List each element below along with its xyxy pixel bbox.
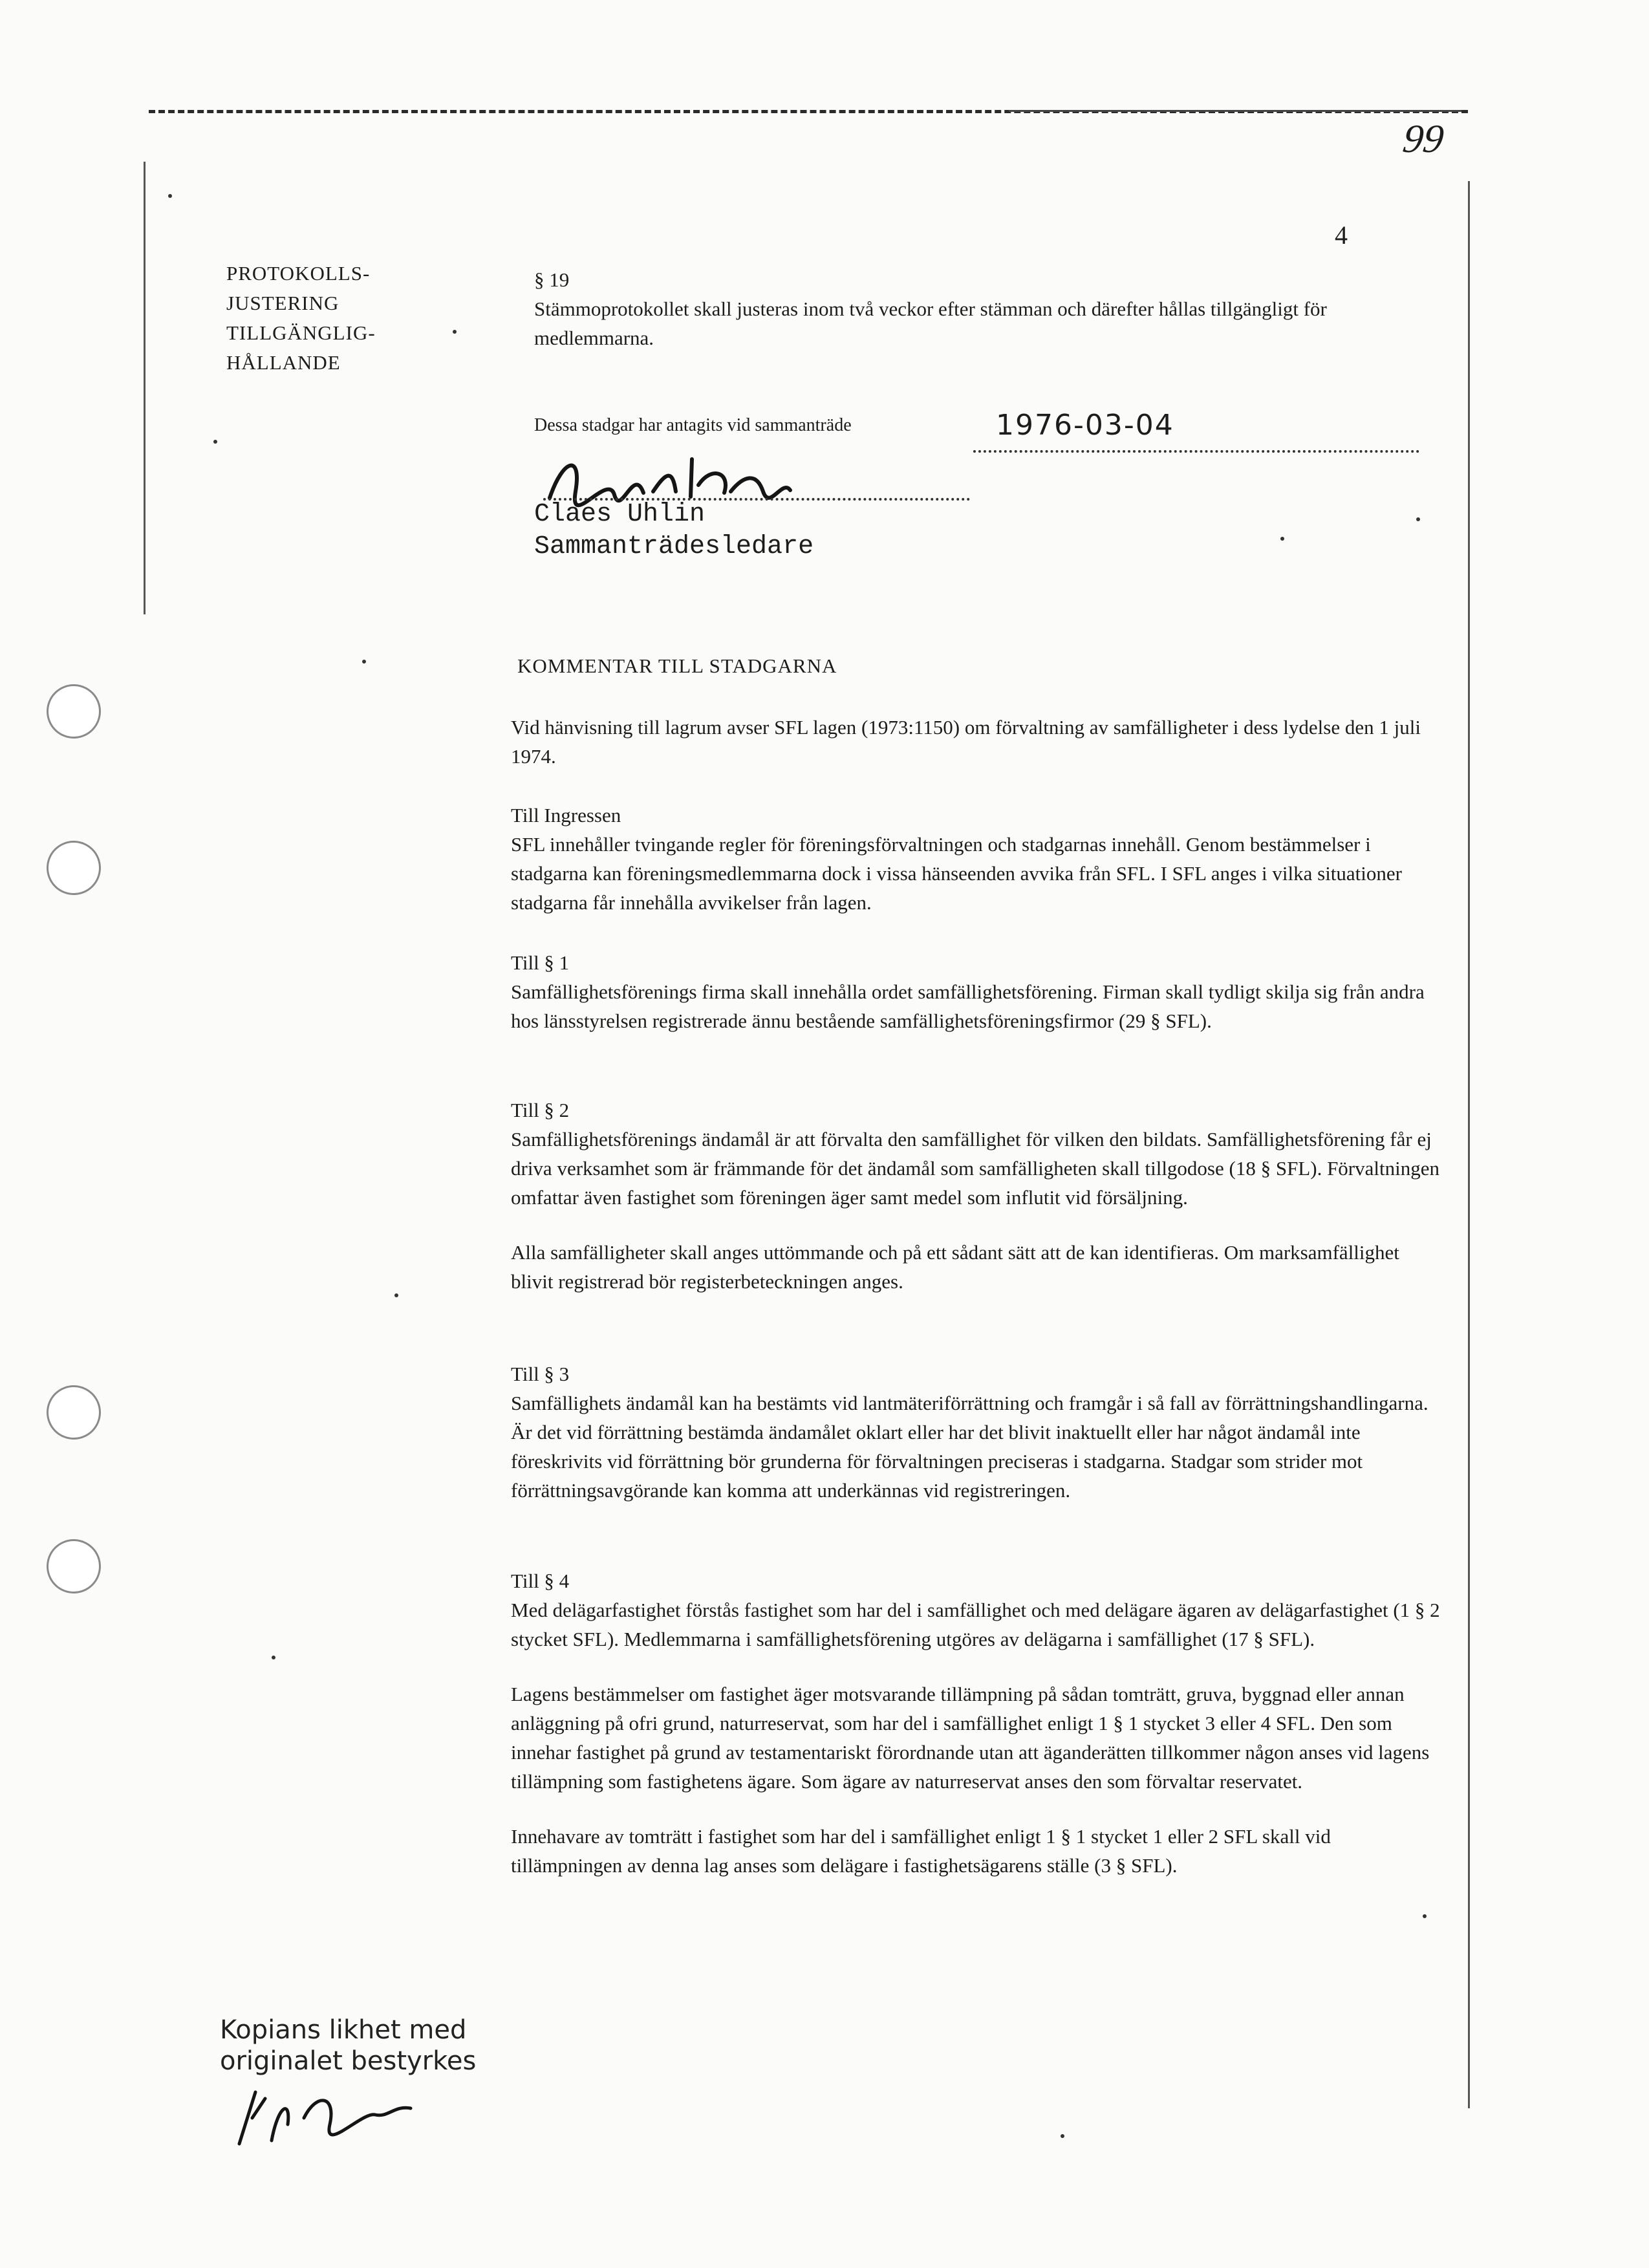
scan-speck [453, 330, 457, 334]
margin-heading-line: TILLGÄNGLIG- [226, 321, 376, 344]
section-title: Till § 2 [511, 1099, 570, 1121]
signature-text [532, 446, 535, 447]
scan-speck [272, 1656, 275, 1659]
section-ingressen [511, 801, 1445, 917]
signatory-name: Claes Uhlin [534, 500, 706, 529]
section-title: Till § 3 [511, 1363, 570, 1385]
section-19-title: § 19 [534, 268, 570, 291]
section-till-1 [511, 948, 1445, 1035]
section-19 [534, 265, 1439, 352]
certification-line: originalet bestyrkes [220, 2046, 477, 2076]
adoption-label: Dessa stadgar har antagits vid sammanträde [534, 415, 852, 435]
left-margin-rule [144, 162, 146, 614]
certification-stamp [220, 2014, 476, 2077]
scan-speck [1061, 2134, 1064, 2138]
commentary-intro-text: Vid hänvisning till lagrum avser SFL lagen (1973:1150) om förvaltning av samfälligheter i dess lydelse den 1 juli 1974. [511, 716, 1421, 768]
scan-speck [362, 660, 366, 664]
top-rule-solid [1009, 110, 1461, 112]
adoption-date: 1976-03-04 [996, 409, 1174, 442]
section-paragraph: Samfällighetsförenings ändamål är att förvalta den samfällighet för vilken den bildats. Samfällighetsförening får ej driva verksamhet som är främmande för det ändamål som samfälligheten skall tillgodose (18 § SFL). Förvaltningen omfattar även fastighet som föreningen äger samt medel som influtit vid försäljning. [511, 1128, 1439, 1209]
section-till-4 [511, 1566, 1445, 1880]
scan-speck [1416, 517, 1420, 521]
punch-hole [47, 684, 101, 739]
punch-hole [47, 1385, 101, 1440]
section-title: Till § 4 [511, 1570, 570, 1592]
punch-hole [47, 841, 101, 895]
commentary-title: KOMMENTAR TILL STADGARNA [517, 654, 837, 677]
margin-heading-line: HÅLLANDE [226, 351, 341, 374]
scan-speck [168, 194, 172, 198]
corner-mark: 4 [1335, 221, 1348, 250]
section-paragraph: Med delägarfastighet förstås fastighet som har del i samfällighet och med delägare ägaren av delägarfastighet (1 § 2 stycket SFL). Medlemmarna i samfällighetsförening utgöres av delägarna i samfällighet (17 § SFL). [511, 1599, 1440, 1650]
section-paragraph: SFL innehåller tvingande regler för föreningsförvaltningen och stadgarnas innehåll. Genom bestämmelser i stadgarna kan föreningsmedlemmarna dock i vissa hänseenden avvika från SFL. I SFL anges i vilka situationer stadgarna får innehålla avvikelser från lagen. [511, 833, 1402, 914]
margin-heading-line: JUSTERING [226, 292, 339, 314]
section-till-2 [511, 1096, 1445, 1296]
section-paragraph: Samfällighets ändamål kan ha bestämts vid lantmäteriförrättning och framgår i så fall av förrättningshandlingarna. Är det vid förrättning bestämda ändamålet oklart eller har det blivit inaktuellt eller har något ändamål inte föreskrivits vid förrättning bör grunderna för förvaltningen preciseras i stadgarna. Stadgar som strider mot förrättningsavgörande kan komma att underkännas vid registreringen. [511, 1392, 1428, 1502]
commentary-intro [511, 713, 1445, 771]
margin-heading [226, 259, 376, 378]
section-paragraph: Samfällighetsförenings firma skall innehålla ordet samfällighetsförening. Firman skall tydligt skilja sig från andra hos länsstyrelsen registrerade ännu bestående samfällighetsföreningsfirmor (29 § SFL). [511, 980, 1425, 1032]
right-margin-rule [1468, 181, 1470, 2108]
section-paragraph: Lagens bestämmelser om fastighet äger motsvarande tillämpning på sådan tomträtt, gruva, byggnad eller annan anläggning på ofri grund, naturreservat, som har del i samfällighet enligt 1 § 1 stycket 3 eller 4 SFL. Den som innehar fastighet på grund av testamentariskt förordnande utan att äganderätten tillkommer någon anses vid lagens tillämpning som fastighetens ägare. Som ägare av naturreservat anses den som förvaltar reservatet. [511, 1683, 1430, 1793]
margin-heading-line: PROTOKOLLS- [226, 262, 371, 285]
signatory-role: Sammanträdesledare [534, 532, 814, 561]
section-title: Till § 1 [511, 951, 570, 974]
section-19-text: Stämmoprotokollet skall justeras inom två veckor efter stämman och därefter hållas tillgängligt för medlemmarna. [534, 297, 1327, 349]
section-title: Till Ingressen [511, 804, 621, 826]
certification-signature [226, 2079, 420, 2150]
section-till-3 [511, 1359, 1445, 1505]
certification-signature-text [228, 2086, 230, 2087]
scan-speck [213, 440, 217, 444]
punch-hole [47, 1539, 101, 1593]
date-dotted-line [973, 450, 1419, 453]
section-paragraph: Alla samfälligheter skall anges uttömmande och på ett sådant sätt att de kan identifieras. Om marksamfällighet blivit registrerad bör registerbeteckningen anges. [511, 1241, 1399, 1293]
scan-speck [394, 1293, 398, 1297]
scan-speck [1423, 1914, 1427, 1918]
section-paragraph: Innehavare av tomträtt i fastighet som har del i samfällighet enligt 1 § 1 stycket 1 eller 2 SFL skall vid tillämpningen av denna lag anses som delägare i fastighetsägarens ställe (3 § SFL). [511, 1825, 1331, 1877]
certification-line: Kopians likhet med [220, 2015, 467, 2045]
scan-speck [1280, 537, 1284, 541]
page-number: 99 [1400, 117, 1447, 161]
